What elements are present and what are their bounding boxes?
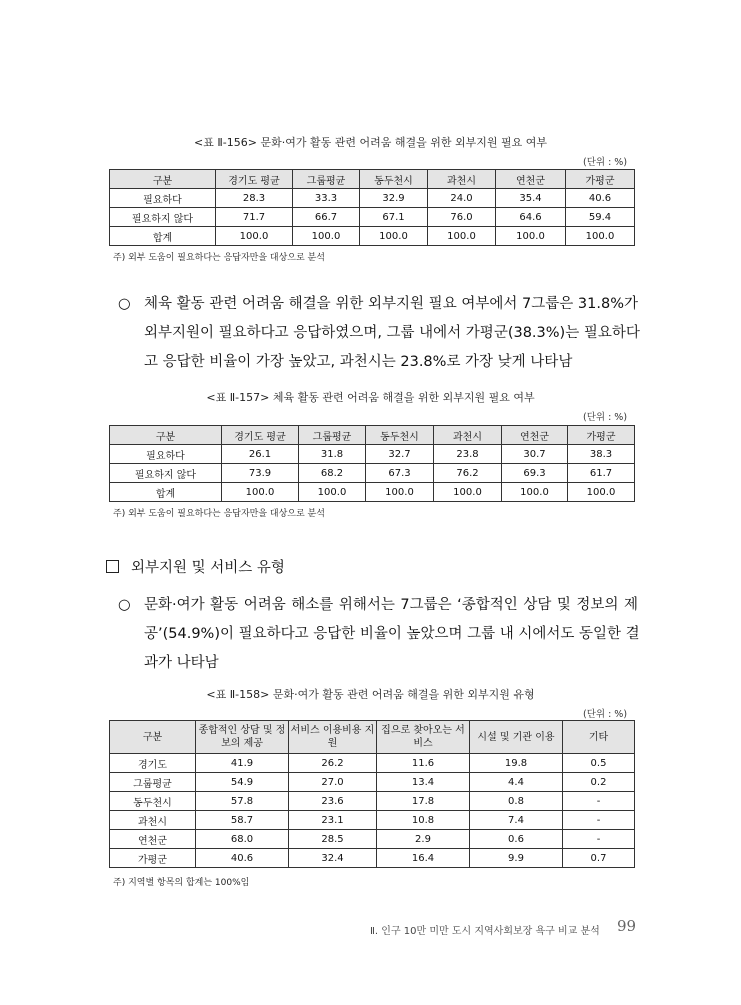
table-cell: 9.9 (470, 849, 563, 868)
table-cell: 26.1 (222, 445, 299, 464)
table-cell: 67.1 (360, 208, 428, 227)
table-cell: 100.0 (366, 483, 434, 502)
table-cell: 100.0 (360, 227, 428, 246)
column-header: 그룹평균 (293, 170, 360, 189)
table-cell: 0.8 (470, 792, 563, 811)
table-row (110, 445, 635, 464)
column-header: 구분 (110, 426, 222, 445)
table-cell: 76.2 (434, 464, 502, 483)
table-row (110, 189, 635, 208)
circle-bullet-icon: ○ (118, 296, 131, 312)
row-label: 그룹평균 (110, 773, 196, 792)
table-row (110, 849, 635, 868)
column-header: 서비스 이용비용 지원 (289, 721, 377, 754)
table-cell: 28.5 (289, 830, 377, 849)
table-row (110, 208, 635, 227)
table-cell: 100.0 (222, 483, 299, 502)
row-label: 합계 (110, 227, 216, 246)
table-cell: 57.8 (196, 792, 289, 811)
paragraph-line: 공’(54.9%)이 필요하다고 응답한 비율이 높았으며 그룹 내 시에서도 동일한 결 (144, 626, 640, 642)
table-157-unit: (단위 : %) (583, 412, 628, 423)
column-header: 집으로 찾아오는 서비스 (377, 721, 470, 754)
section-title: 외부지원 및 서비스 유형 (131, 560, 285, 576)
table-cell: 38.3 (568, 445, 635, 464)
column-header: 구분 (110, 721, 196, 754)
table-cell: 64.6 (496, 208, 566, 227)
square-bullet-icon (106, 560, 119, 573)
table-row (110, 754, 635, 773)
table-cell: 32.4 (289, 849, 377, 868)
table-cell: 66.7 (293, 208, 360, 227)
table-cell: 61.7 (568, 464, 635, 483)
table-row (110, 464, 635, 483)
column-header: 과천시 (428, 170, 496, 189)
table-156-caption: <표 Ⅱ-156> 문화·여가 활동 관련 어려움 해결을 위한 외부지원 필요 여부 (194, 136, 547, 149)
table-cell: 33.3 (293, 189, 360, 208)
row-label: 필요하지 않다 (110, 208, 216, 227)
table-cell: 100.0 (496, 227, 566, 246)
row-label: 필요하다 (110, 189, 216, 208)
column-header: 동두천시 (360, 170, 428, 189)
table-row (110, 792, 635, 811)
table-row (110, 830, 635, 849)
table-cell: 0.7 (563, 849, 635, 868)
table-cell: 4.4 (470, 773, 563, 792)
column-header: 과천시 (434, 426, 502, 445)
row-label: 연천군 (110, 830, 196, 849)
table-cell: 31.8 (299, 445, 366, 464)
circle-bullet-icon: ○ (118, 597, 131, 613)
table-cell: 40.6 (196, 849, 289, 868)
table-158-note: 주) 지역별 항목의 합계는 100%임 (113, 878, 250, 888)
table-cell: 100.0 (434, 483, 502, 502)
table-156-unit: (단위 : %) (583, 157, 628, 168)
table-157 (109, 425, 635, 502)
table-cell: 40.6 (566, 189, 635, 208)
table-cell: 24.0 (428, 189, 496, 208)
table-row (110, 811, 635, 830)
paragraph-line: 고 응답한 비율이 가장 높았고, 과천시는 23.8%로 가장 낮게 나타남 (144, 354, 573, 370)
paragraph-line: 과가 나타남 (144, 655, 219, 671)
paragraph-support-type (118, 591, 638, 678)
paragraph-line: 문화·여가 활동 어려움 해소를 위해서는 7그룹은 ‘종합적인 상담 및 정보의 제 (144, 597, 638, 613)
table-158-unit: (단위 : %) (583, 709, 628, 720)
table-cell: 100.0 (299, 483, 366, 502)
table-cell: 68.2 (299, 464, 366, 483)
table-cell: 54.9 (196, 773, 289, 792)
table-156-note: 주) 외부 도움이 필요하다는 응답자만을 대상으로 분석 (113, 253, 325, 263)
column-header: 연천군 (502, 426, 568, 445)
table-cell: 73.9 (222, 464, 299, 483)
table-cell: 100.0 (502, 483, 568, 502)
row-label: 필요하다 (110, 445, 222, 464)
column-header: 연천군 (496, 170, 566, 189)
column-header: 경기도 평균 (222, 426, 299, 445)
table-cell: 71.7 (216, 208, 293, 227)
table-158-caption: <표 Ⅱ-158> 문화·여가 활동 관련 어려움 해결을 위한 외부지원 유형 (206, 688, 535, 701)
row-label: 과천시 (110, 811, 196, 830)
column-header: 경기도 평균 (216, 170, 293, 189)
table-cell: 23.1 (289, 811, 377, 830)
table-156 (109, 169, 635, 246)
table-cell: 16.4 (377, 849, 470, 868)
paragraph-line: 체육 활동 관련 어려움 해결을 위한 외부지원 필요 여부에서 7그룹은 31.8%가 (144, 296, 638, 312)
table-cell: 2.9 (377, 830, 470, 849)
table-row (110, 227, 635, 246)
row-label: 동두천시 (110, 792, 196, 811)
table-row (110, 483, 635, 502)
table-cell: 100.0 (216, 227, 293, 246)
table-cell: 30.7 (502, 445, 568, 464)
column-header: 기타 (563, 721, 635, 754)
table-cell: 26.2 (289, 754, 377, 773)
table-cell: - (563, 830, 635, 849)
table-cell: 41.9 (196, 754, 289, 773)
table-cell: 23.8 (434, 445, 502, 464)
row-label: 합계 (110, 483, 222, 502)
table-cell: 0.2 (563, 773, 635, 792)
row-label: 가평군 (110, 849, 196, 868)
table-cell: 59.4 (566, 208, 635, 227)
table-row (110, 773, 635, 792)
column-header: 동두천시 (366, 426, 434, 445)
table-157-caption: <표 Ⅱ-157> 체육 활동 관련 어려움 해결을 위한 외부지원 필요 여부 (206, 391, 535, 404)
table-cell: 100.0 (566, 227, 635, 246)
column-header: 시설 및 기관 이용 (470, 721, 563, 754)
table-cell: 100.0 (568, 483, 635, 502)
column-header: 구분 (110, 170, 216, 189)
table-header-row (110, 426, 635, 445)
table-header-row (110, 170, 635, 189)
paragraph-physical-activity (118, 290, 638, 377)
table-cell: 32.7 (366, 445, 434, 464)
row-label: 경기도 (110, 754, 196, 773)
table-cell: 23.6 (289, 792, 377, 811)
table-157-note: 주) 외부 도움이 필요하다는 응답자만을 대상으로 분석 (113, 509, 325, 519)
table-cell: 17.8 (377, 792, 470, 811)
table-cell: 32.9 (360, 189, 428, 208)
table-header-row (110, 721, 635, 754)
table-cell: 27.0 (289, 773, 377, 792)
table-cell: - (563, 792, 635, 811)
table-cell: 10.8 (377, 811, 470, 830)
row-label: 필요하지 않다 (110, 464, 222, 483)
table-cell: 100.0 (428, 227, 496, 246)
table-cell: 76.0 (428, 208, 496, 227)
table-cell: 100.0 (293, 227, 360, 246)
table-cell: 35.4 (496, 189, 566, 208)
table-cell: 58.7 (196, 811, 289, 830)
table-cell: - (563, 811, 635, 830)
table-cell: 69.3 (502, 464, 568, 483)
page-number: 99 (617, 917, 637, 935)
column-header: 그룹평균 (299, 426, 366, 445)
table-cell: 68.0 (196, 830, 289, 849)
table-158 (109, 720, 635, 868)
table-cell: 0.6 (470, 830, 563, 849)
section-heading (106, 556, 285, 577)
column-header: 종합적인 상담 및 정보의 제공 (196, 721, 289, 754)
table-cell: 67.3 (366, 464, 434, 483)
table-cell: 19.8 (470, 754, 563, 773)
running-footer: Ⅱ. 인구 10만 미만 도시 지역사회보장 욕구 비교 분석 (370, 926, 600, 937)
column-header: 가평군 (568, 426, 635, 445)
table-cell: 11.6 (377, 754, 470, 773)
column-header: 가평군 (566, 170, 635, 189)
paragraph-line: 외부지원이 필요하다고 응답하였으며, 그룹 내에서 가평군(38.3%)는 필요하다 (144, 325, 640, 341)
table-cell: 7.4 (470, 811, 563, 830)
table-cell: 0.5 (563, 754, 635, 773)
table-cell: 13.4 (377, 773, 470, 792)
table-cell: 28.3 (216, 189, 293, 208)
